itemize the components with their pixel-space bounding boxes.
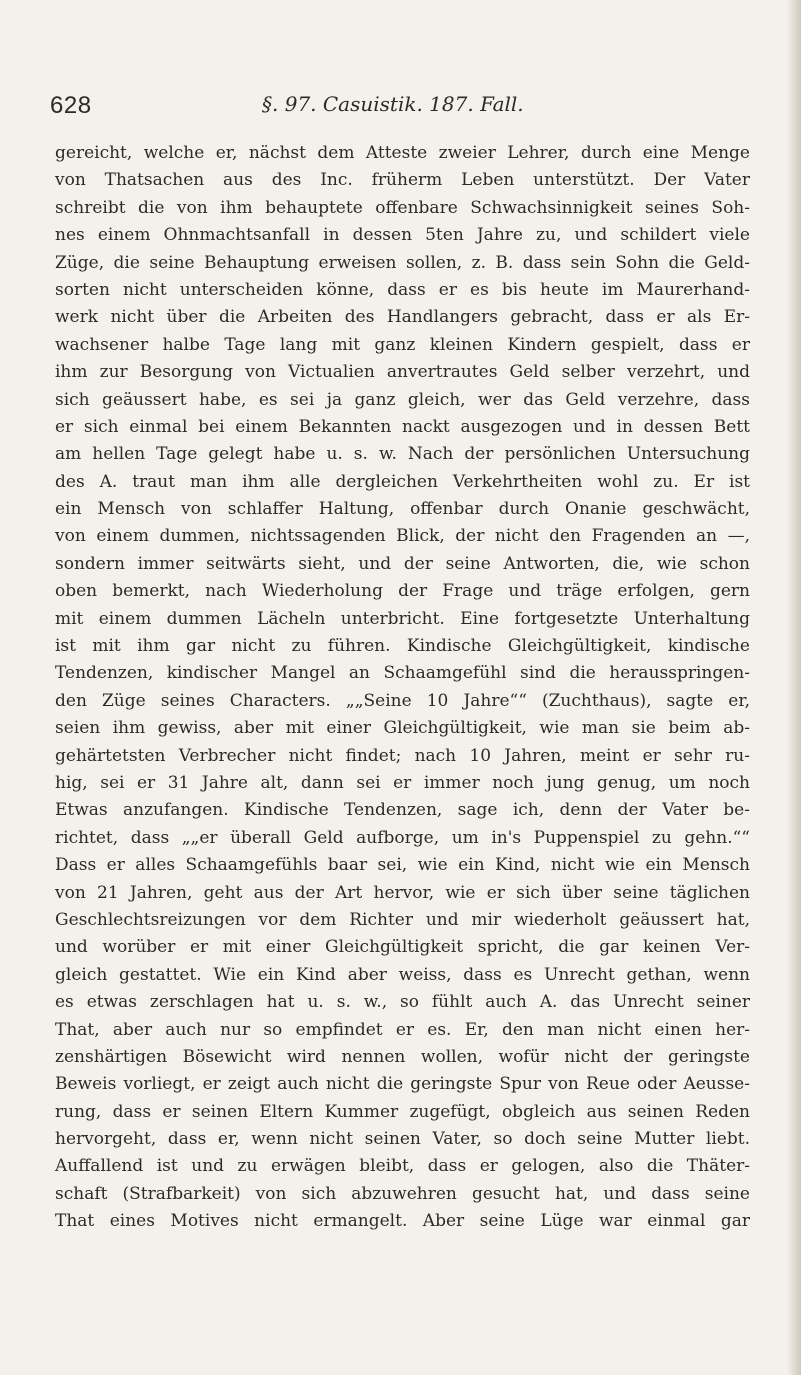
text-line: richtet, dass „„er überall Geld aufborge, um in's Puppenspiel zu gehn.““ xyxy=(55,827,750,848)
text-line: Dass er alles Schaamgefühls baar sei, wie ein Kind, nicht wie ein Mensch xyxy=(55,855,750,876)
text-line: schaft (Strafbarkeit) von sich abzuwehren gesucht hat, und dass seine xyxy=(55,1183,750,1204)
text-line: That eines Motives nicht ermangelt. Aber seine Lüge war einmal gar xyxy=(55,1211,750,1232)
page-number: 628 xyxy=(50,92,92,119)
text-line: sorten nicht unterscheiden könne, dass er es bis heute im Maurerhand- xyxy=(55,279,750,300)
text-line: oben bemerkt, nach Wiederholung der Frage und träge erfolgen, gern xyxy=(55,581,750,602)
text-line: gereicht, welche er, nächst dem Atteste zweier Lehrer, durch eine Menge xyxy=(55,143,750,163)
text-line: Etwas anzufangen. Kindische Tendenzen, sage ich, denn der Vater be- xyxy=(55,800,750,821)
text-line: des A. traut man ihm alle dergleichen Verkehrtheiten wohl zu. Er ist xyxy=(55,471,750,492)
page-edge-shadow xyxy=(787,0,801,1375)
text-line: Tendenzen, kindischer Mangel an Schaamgefühl sind die herausspringen- xyxy=(55,663,750,684)
text-line: am hellen Tage gelegt habe u. s. w. Nach der persönlichen Untersuchung xyxy=(55,444,750,465)
text-line: schreibt die von ihm behauptete offenbare Schwachsinnigkeit seines Soh- xyxy=(55,197,750,218)
text-line: hervorgeht, dass er, wenn nicht seinen Vater, so doch seine Mutter liebt. xyxy=(55,1129,750,1150)
text-line: es etwas zerschlagen hat u. s. w., so fühlt auch A. das Unrecht seiner xyxy=(55,992,750,1013)
text-line: ist mit ihm gar nicht zu führen. Kindische Gleichgültigkeit, kindische xyxy=(55,636,750,657)
text-line: hig, sei er 31 Jahre alt, dann sei er immer noch jung genug, um noch xyxy=(55,772,750,793)
page-header xyxy=(50,92,750,126)
text-line: rung, dass er seinen Eltern Kummer zugefügt, obgleich aus seinen Reden xyxy=(55,1101,750,1122)
text-line: ein Mensch von schlaffer Haltung, offenbar durch Onanie geschwächt, xyxy=(55,499,750,520)
running-head: §. 97. Casuistik. 187. Fall. xyxy=(262,92,524,116)
text-line: gehärtetsten Verbrecher nicht findet; nach 10 Jahren, meint er sehr ru- xyxy=(55,745,750,766)
text-line: von Thatsachen aus des Inc. früherm Leben unterstützt. Der Vater xyxy=(55,170,750,191)
text-line: sich geäussert habe, es sei ja ganz gleich, wer das Geld verzehre, dass xyxy=(55,389,750,410)
text-line: zenshärtigen Bösewicht wird nennen wollen, wofür nicht der geringste xyxy=(55,1046,750,1067)
text-line: von einem dummen, nichtssagenden Blick, der nicht den Fragenden an —, xyxy=(55,526,750,547)
text-line: den Züge seines Characters. „„Seine 10 Jahre““ (Zuchthaus), sagte er, xyxy=(55,690,750,711)
text-line: ihm zur Besorgung von Victualien anvertrautes Geld selber verzehrt, und xyxy=(55,362,750,383)
text-line: Geschlechtsreizungen vor dem Richter und mir wiederholt geäussert hat, xyxy=(55,909,750,930)
body-text xyxy=(55,140,750,1236)
text-line: Züge, die seine Behauptung erweisen sollen, z. B. dass sein Sohn die Geld- xyxy=(55,252,750,273)
text-line: Beweis vorliegt, er zeigt auch nicht die geringste Spur von Reue oder Aeusse- xyxy=(55,1074,750,1095)
text-line: That, aber auch nur so empfindet er es. Er, den man nicht einen her- xyxy=(55,1019,750,1040)
text-line: seien ihm gewiss, aber mit einer Gleichgültigkeit, wie man sie beim ab- xyxy=(55,718,750,739)
text-line: von 21 Jahren, geht aus der Art hervor, wie er sich über seine täglichen xyxy=(55,882,750,903)
text-line: mit einem dummen Lächeln unterbricht. Eine fortgesetzte Unterhaltung xyxy=(55,608,750,629)
text-line: er sich einmal bei einem Bekannten nackt ausgezogen und in dessen Bett xyxy=(55,416,750,437)
text-line: gleich gestattet. Wie ein Kind aber weiss, dass es Unrecht gethan, wenn xyxy=(55,964,750,985)
text-line: sondern immer seitwärts sieht, und der seine Antworten, die, wie schon xyxy=(55,553,750,574)
text-line: nes einem Ohnmachtsanfall in dessen 5ten Jahre zu, und schildert viele xyxy=(55,225,750,246)
text-line: und worüber er mit einer Gleichgültigkeit spricht, die gar keinen Ver- xyxy=(55,937,750,958)
text-line: Auffallend ist und zu erwägen bleibt, dass er gelogen, also die Thäter- xyxy=(55,1156,750,1177)
text-line: werk nicht über die Arbeiten des Handlangers gebracht, dass er als Er- xyxy=(55,307,750,328)
text-line: wachsener halbe Tage lang mit ganz kleinen Kindern gespielt, dass er xyxy=(55,334,750,355)
